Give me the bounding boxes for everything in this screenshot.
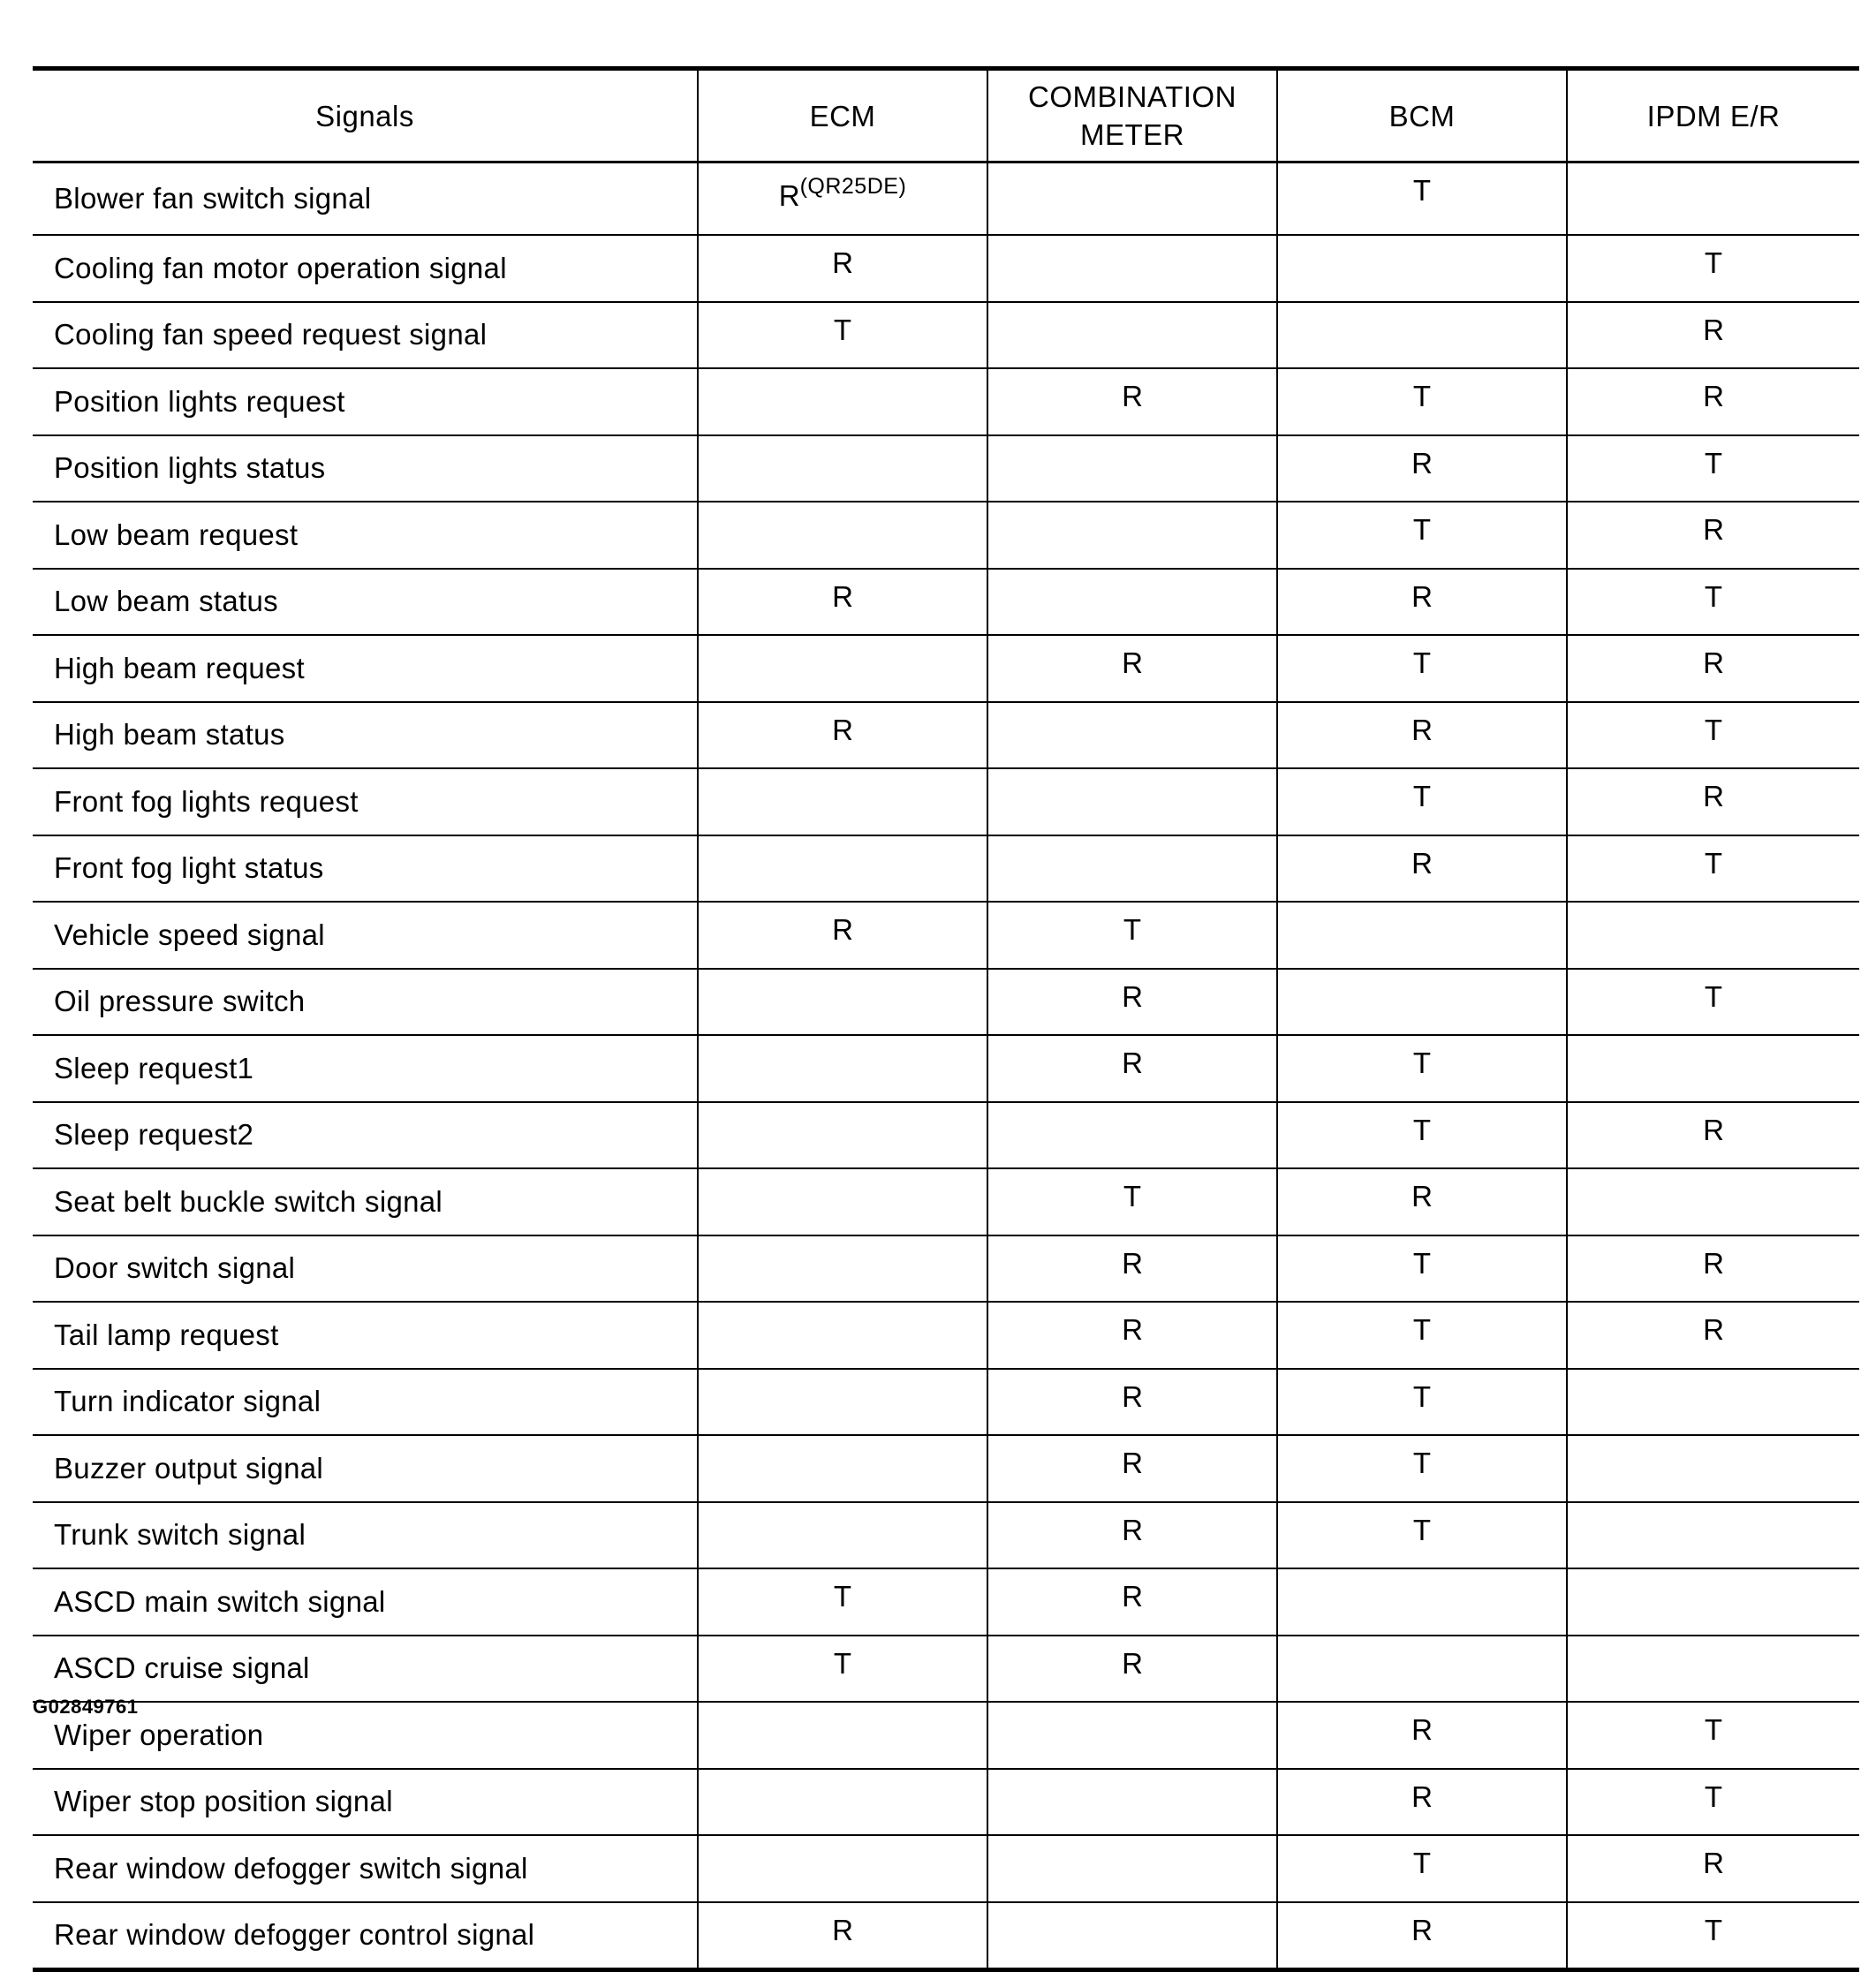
table-row	[33, 1369, 1859, 1436]
signal-cell	[33, 969, 698, 1036]
table-row	[33, 435, 1859, 502]
table-row	[33, 1902, 1859, 1970]
can-communication-table-container	[33, 66, 1859, 1972]
signal-cell-text: Sleep request2	[54, 1118, 254, 1152]
signal-cell-text: Cooling fan motor operation signal	[54, 251, 507, 284]
bcm-cell-text: T	[1412, 1113, 1432, 1146]
combination-meter-cell-text: R	[1122, 646, 1143, 679]
signal-cell-text: High beam status	[54, 718, 285, 752]
ecm-cell	[698, 1369, 987, 1436]
signal-cell-text: Rear window defogger control signal	[54, 1918, 535, 1952]
ipdm-er-cell	[1567, 702, 1859, 769]
ecm-cell	[698, 1102, 987, 1169]
signal-cell-text: Front fog lights request	[54, 784, 359, 818]
signal-cell	[33, 162, 698, 236]
can-signal-table	[33, 66, 1859, 1972]
ipdm-er-cell-text: T	[1704, 446, 1723, 480]
bcm-cell	[1277, 835, 1567, 903]
signal-cell	[33, 1035, 698, 1102]
signal-cell-text: Trunk switch signal	[54, 1518, 306, 1552]
header-row	[33, 69, 1859, 162]
combination-meter-cell-text: R	[1122, 380, 1143, 412]
table-row	[33, 1102, 1859, 1169]
signal-cell	[33, 902, 698, 969]
combination-meter-cell-text: R	[1122, 1046, 1143, 1079]
signal-cell	[33, 1636, 698, 1703]
combination-meter-cell	[987, 302, 1277, 369]
table-row	[33, 235, 1859, 302]
bcm-cell-text: T	[1412, 1246, 1432, 1280]
bcm-cell-text: T	[1412, 1447, 1432, 1479]
signal-cell-text: Position lights request	[54, 384, 345, 418]
signal-cell	[33, 1435, 698, 1502]
table-row	[33, 835, 1859, 903]
bcm-cell-text: T	[1412, 513, 1432, 546]
signal-cell-text: Front fog light status	[54, 851, 324, 885]
bcm-cell-text: R	[1411, 846, 1433, 880]
signal-cell-text: Tail lamp request	[54, 1318, 279, 1351]
signal-cell-text: Cooling fan speed request signal	[54, 318, 488, 351]
signal-cell-text: Buzzer output signal	[54, 1451, 324, 1485]
bcm-cell	[1277, 1302, 1567, 1369]
table-row	[33, 969, 1859, 1036]
signal-cell-text: Seat belt buckle switch signal	[54, 1184, 443, 1218]
signal-cell	[33, 235, 698, 302]
bcm-cell	[1277, 1235, 1567, 1303]
ipdm-er-cell-text: R	[1703, 513, 1724, 546]
ipdm-er-cell-text: T	[1704, 713, 1723, 746]
signal-cell	[33, 1502, 698, 1569]
combination-meter-cell	[987, 1235, 1277, 1303]
ecm-cell	[698, 969, 987, 1036]
table-row	[33, 162, 1859, 236]
signal-cell-text: Oil pressure switch	[54, 985, 306, 1018]
combination-meter-cell-text: R	[1122, 1447, 1143, 1479]
signal-cell-text: Sleep request1	[54, 1051, 254, 1084]
bcm-cell-text: T	[1412, 1046, 1432, 1079]
ipdm-er-cell	[1567, 368, 1859, 435]
signal-cell	[33, 1235, 698, 1303]
table-row	[33, 902, 1859, 969]
ipdm-er-cell	[1567, 1568, 1859, 1636]
signal-cell	[33, 702, 698, 769]
table-row	[33, 569, 1859, 636]
bcm-cell-text: T	[1412, 380, 1432, 412]
bcm-cell	[1277, 1568, 1567, 1636]
ipdm-er-cell-text: R	[1703, 646, 1724, 679]
combination-meter-cell	[987, 902, 1277, 969]
bcm-cell	[1277, 1769, 1567, 1836]
ecm-cell	[698, 902, 987, 969]
ecm-cell	[698, 1035, 987, 1102]
header-ipdm-er: IPDM E/R	[1567, 69, 1859, 162]
combination-meter-cell	[987, 1636, 1277, 1703]
bcm-cell	[1277, 1835, 1567, 1902]
header-ecm: ECM	[698, 69, 987, 162]
signal-cell	[33, 835, 698, 903]
ipdm-er-cell	[1567, 569, 1859, 636]
combination-meter-cell	[987, 1702, 1277, 1769]
ipdm-er-cell	[1567, 1035, 1859, 1102]
bcm-cell-text: R	[1411, 1913, 1433, 1946]
signal-cell	[33, 569, 698, 636]
bcm-cell	[1277, 969, 1567, 1036]
bcm-cell	[1277, 635, 1567, 702]
table-row	[33, 302, 1859, 369]
combination-meter-cell	[987, 1302, 1277, 1369]
bcm-cell-text: T	[1412, 174, 1432, 207]
ecm-cell	[698, 768, 987, 835]
bcm-cell	[1277, 1902, 1567, 1970]
signal-cell-text: Low beam request	[54, 518, 299, 551]
bcm-cell	[1277, 435, 1567, 502]
ecm-cell	[698, 1502, 987, 1569]
table-row	[33, 702, 1859, 769]
table-row	[33, 1568, 1859, 1636]
combination-meter-cell	[987, 162, 1277, 236]
combination-meter-cell	[987, 969, 1277, 1036]
table-row	[33, 1035, 1859, 1102]
ipdm-er-cell	[1567, 1235, 1859, 1303]
combination-meter-cell	[987, 235, 1277, 302]
ipdm-er-cell-text: R	[1703, 1246, 1724, 1280]
signal-cell	[33, 1168, 698, 1235]
table-row	[33, 368, 1859, 435]
signal-cell	[33, 1835, 698, 1902]
bcm-cell	[1277, 1702, 1567, 1769]
ecm-cell	[698, 1636, 987, 1703]
ecm-cell	[698, 1235, 987, 1303]
signal-cell-text: Wiper stop position signal	[54, 1785, 393, 1818]
ipdm-er-cell-text: R	[1703, 380, 1724, 412]
ipdm-er-cell-text: T	[1704, 846, 1723, 880]
ecm-cell-text: R	[832, 913, 853, 946]
table-row	[33, 768, 1859, 835]
ipdm-er-cell-text: R	[1703, 1313, 1724, 1346]
bcm-cell	[1277, 1168, 1567, 1235]
ipdm-er-cell	[1567, 1902, 1859, 1970]
signal-cell-text: High beam request	[54, 651, 305, 684]
ipdm-er-cell-text: T	[1704, 979, 1723, 1013]
ecm-cell-text: T	[833, 1646, 852, 1680]
combination-meter-cell	[987, 569, 1277, 636]
ipdm-er-cell	[1567, 835, 1859, 903]
bcm-cell-text: R	[1411, 1180, 1433, 1213]
ecm-cell	[698, 835, 987, 903]
signal-cell-text: Low beam status	[54, 585, 278, 618]
table-row	[33, 1769, 1859, 1836]
ecm-cell	[698, 502, 987, 569]
signal-cell-text: Rear window defogger switch signal	[54, 1851, 528, 1885]
signal-cell-text: Wiper operation	[54, 1718, 264, 1751]
ipdm-er-cell	[1567, 635, 1859, 702]
combination-meter-cell-text: R	[1122, 1580, 1143, 1613]
ecm-cell-text: R	[832, 1913, 853, 1946]
table-body	[33, 162, 1859, 1970]
combination-meter-cell	[987, 1835, 1277, 1902]
ipdm-er-cell	[1567, 1835, 1859, 1902]
ipdm-er-cell-text: T	[1704, 1713, 1723, 1746]
ipdm-er-cell	[1567, 1435, 1859, 1502]
ecm-cell	[698, 302, 987, 369]
ipdm-er-cell	[1567, 1636, 1859, 1703]
combination-meter-cell-text: R	[1122, 1246, 1143, 1280]
combination-meter-cell	[987, 1502, 1277, 1569]
signal-cell-text: Blower fan switch signal	[54, 182, 372, 215]
signal-cell	[33, 1102, 698, 1169]
combination-meter-cell-text: R	[1122, 979, 1143, 1013]
table-row	[33, 1235, 1859, 1303]
bcm-cell	[1277, 235, 1567, 302]
ecm-cell	[698, 1568, 987, 1636]
ipdm-er-cell	[1567, 1702, 1859, 1769]
combination-meter-cell	[987, 1769, 1277, 1836]
combination-meter-cell	[987, 1035, 1277, 1102]
signal-cell	[33, 435, 698, 502]
ipdm-er-cell	[1567, 235, 1859, 302]
figure-id: G02849761	[33, 1696, 139, 1718]
ipdm-er-cell-text: R	[1703, 780, 1724, 812]
bcm-cell	[1277, 1636, 1567, 1703]
signal-cell	[33, 502, 698, 569]
table-row	[33, 1302, 1859, 1369]
ipdm-er-cell	[1567, 902, 1859, 969]
ipdm-er-cell	[1567, 1102, 1859, 1169]
header-signals: Signals	[33, 69, 698, 162]
signal-cell-text: Door switch signal	[54, 1251, 296, 1285]
bcm-cell	[1277, 162, 1567, 236]
table-row	[33, 502, 1859, 569]
signal-cell-text: Position lights status	[54, 451, 326, 485]
combination-meter-cell-text: T	[1123, 1180, 1142, 1213]
ipdm-er-cell	[1567, 1168, 1859, 1235]
bcm-cell-text: T	[1412, 1313, 1432, 1346]
ipdm-er-cell	[1567, 969, 1859, 1036]
bcm-cell	[1277, 1369, 1567, 1436]
ecm-cell-text: R	[832, 579, 853, 613]
signal-cell-text: ASCD main switch signal	[54, 1584, 386, 1618]
signal-cell	[33, 302, 698, 369]
ipdm-er-cell-text: R	[1703, 313, 1724, 346]
ipdm-er-cell-text: T	[1704, 1779, 1723, 1813]
ecm-cell-text: R	[832, 246, 853, 279]
table-header	[33, 69, 1859, 162]
combination-meter-cell-text: R	[1122, 1513, 1143, 1546]
bcm-cell-text: R	[1411, 446, 1433, 480]
ecm-cell	[698, 1702, 987, 1769]
combination-meter-cell	[987, 502, 1277, 569]
ecm-cell	[698, 162, 987, 236]
ipdm-er-cell	[1567, 435, 1859, 502]
ecm-cell	[698, 368, 987, 435]
ecm-cell	[698, 1435, 987, 1502]
combination-meter-cell-text: T	[1123, 913, 1142, 946]
combination-meter-cell	[987, 368, 1277, 435]
ipdm-er-cell-text: T	[1704, 1913, 1723, 1946]
combination-meter-cell	[987, 702, 1277, 769]
combination-meter-cell	[987, 1568, 1277, 1636]
bcm-cell	[1277, 1102, 1567, 1169]
bcm-cell	[1277, 502, 1567, 569]
bcm-cell	[1277, 302, 1567, 369]
combination-meter-cell-text: R	[1122, 1379, 1143, 1413]
table-row	[33, 1168, 1859, 1235]
bcm-cell	[1277, 569, 1567, 636]
combination-meter-cell	[987, 1369, 1277, 1436]
bcm-cell-text: T	[1412, 646, 1432, 679]
signal-cell	[33, 1769, 698, 1836]
ecm-cell	[698, 1168, 987, 1235]
combination-meter-cell-text: R	[1122, 1313, 1143, 1346]
table-row	[33, 635, 1859, 702]
ipdm-er-cell-text: R	[1703, 1113, 1724, 1146]
signal-cell	[33, 635, 698, 702]
bcm-cell	[1277, 1435, 1567, 1502]
bcm-cell-text: T	[1412, 780, 1432, 812]
signal-cell	[33, 1369, 698, 1436]
table-row	[33, 1702, 1859, 1769]
ecm-cell	[698, 702, 987, 769]
signal-cell	[33, 1302, 698, 1369]
signal-cell-text: Turn indicator signal	[54, 1385, 321, 1418]
header-bcm: BCM	[1277, 69, 1567, 162]
bcm-cell-text: T	[1412, 1379, 1432, 1413]
bcm-cell	[1277, 768, 1567, 835]
table-row	[33, 1502, 1859, 1569]
ipdm-er-cell	[1567, 502, 1859, 569]
ipdm-er-cell	[1567, 1769, 1859, 1836]
ipdm-er-cell	[1567, 1369, 1859, 1436]
ecm-cell	[698, 1902, 987, 1970]
ecm-cell	[698, 1769, 987, 1836]
signal-cell	[33, 1568, 698, 1636]
ipdm-er-cell	[1567, 302, 1859, 369]
combination-meter-cell	[987, 835, 1277, 903]
ecm-cell	[698, 235, 987, 302]
table-row	[33, 1435, 1859, 1502]
signal-cell	[33, 1902, 698, 1970]
ipdm-er-cell	[1567, 162, 1859, 236]
combination-meter-cell	[987, 1168, 1277, 1235]
bcm-cell	[1277, 1035, 1567, 1102]
bcm-cell-text: T	[1412, 1847, 1432, 1879]
ecm-cell-text: R	[778, 179, 800, 212]
combination-meter-cell	[987, 435, 1277, 502]
bcm-cell	[1277, 368, 1567, 435]
combination-meter-cell	[987, 768, 1277, 835]
signal-cell-text: ASCD cruise signal	[54, 1651, 310, 1685]
bcm-cell	[1277, 702, 1567, 769]
ecm-cell	[698, 1835, 987, 1902]
ecm-cell	[698, 569, 987, 636]
bcm-cell-text: R	[1411, 1779, 1433, 1813]
bcm-cell-text: R	[1411, 1713, 1433, 1746]
ecm-engine-note: (QR25DE)	[799, 174, 907, 199]
bcm-cell	[1277, 902, 1567, 969]
bcm-cell	[1277, 1502, 1567, 1569]
ipdm-er-cell-text: T	[1704, 579, 1723, 613]
ecm-cell-text: T	[833, 313, 852, 346]
signal-cell-text: Vehicle speed signal	[54, 918, 325, 951]
ecm-cell-text: R	[832, 713, 853, 746]
combination-meter-cell	[987, 1435, 1277, 1502]
signal-cell	[33, 368, 698, 435]
ipdm-er-cell	[1567, 768, 1859, 835]
combination-meter-cell-text: R	[1122, 1646, 1143, 1680]
ipdm-er-cell-text: T	[1704, 246, 1723, 279]
combination-meter-cell	[987, 635, 1277, 702]
ecm-cell-text: T	[833, 1580, 852, 1613]
table-row	[33, 1636, 1859, 1703]
ipdm-er-cell	[1567, 1302, 1859, 1369]
header-combination-meter: COMBINATION METER	[987, 69, 1277, 162]
ipdm-er-cell-text: R	[1703, 1847, 1724, 1879]
bcm-cell-text: R	[1411, 579, 1433, 613]
table-row	[33, 1835, 1859, 1902]
ipdm-er-cell	[1567, 1502, 1859, 1569]
ecm-cell	[698, 1302, 987, 1369]
combination-meter-cell	[987, 1902, 1277, 1970]
signal-cell	[33, 768, 698, 835]
bcm-cell-text: T	[1412, 1513, 1432, 1546]
combination-meter-cell	[987, 1102, 1277, 1169]
bcm-cell-text: R	[1411, 713, 1433, 746]
ecm-cell	[698, 635, 987, 702]
ecm-cell	[698, 435, 987, 502]
